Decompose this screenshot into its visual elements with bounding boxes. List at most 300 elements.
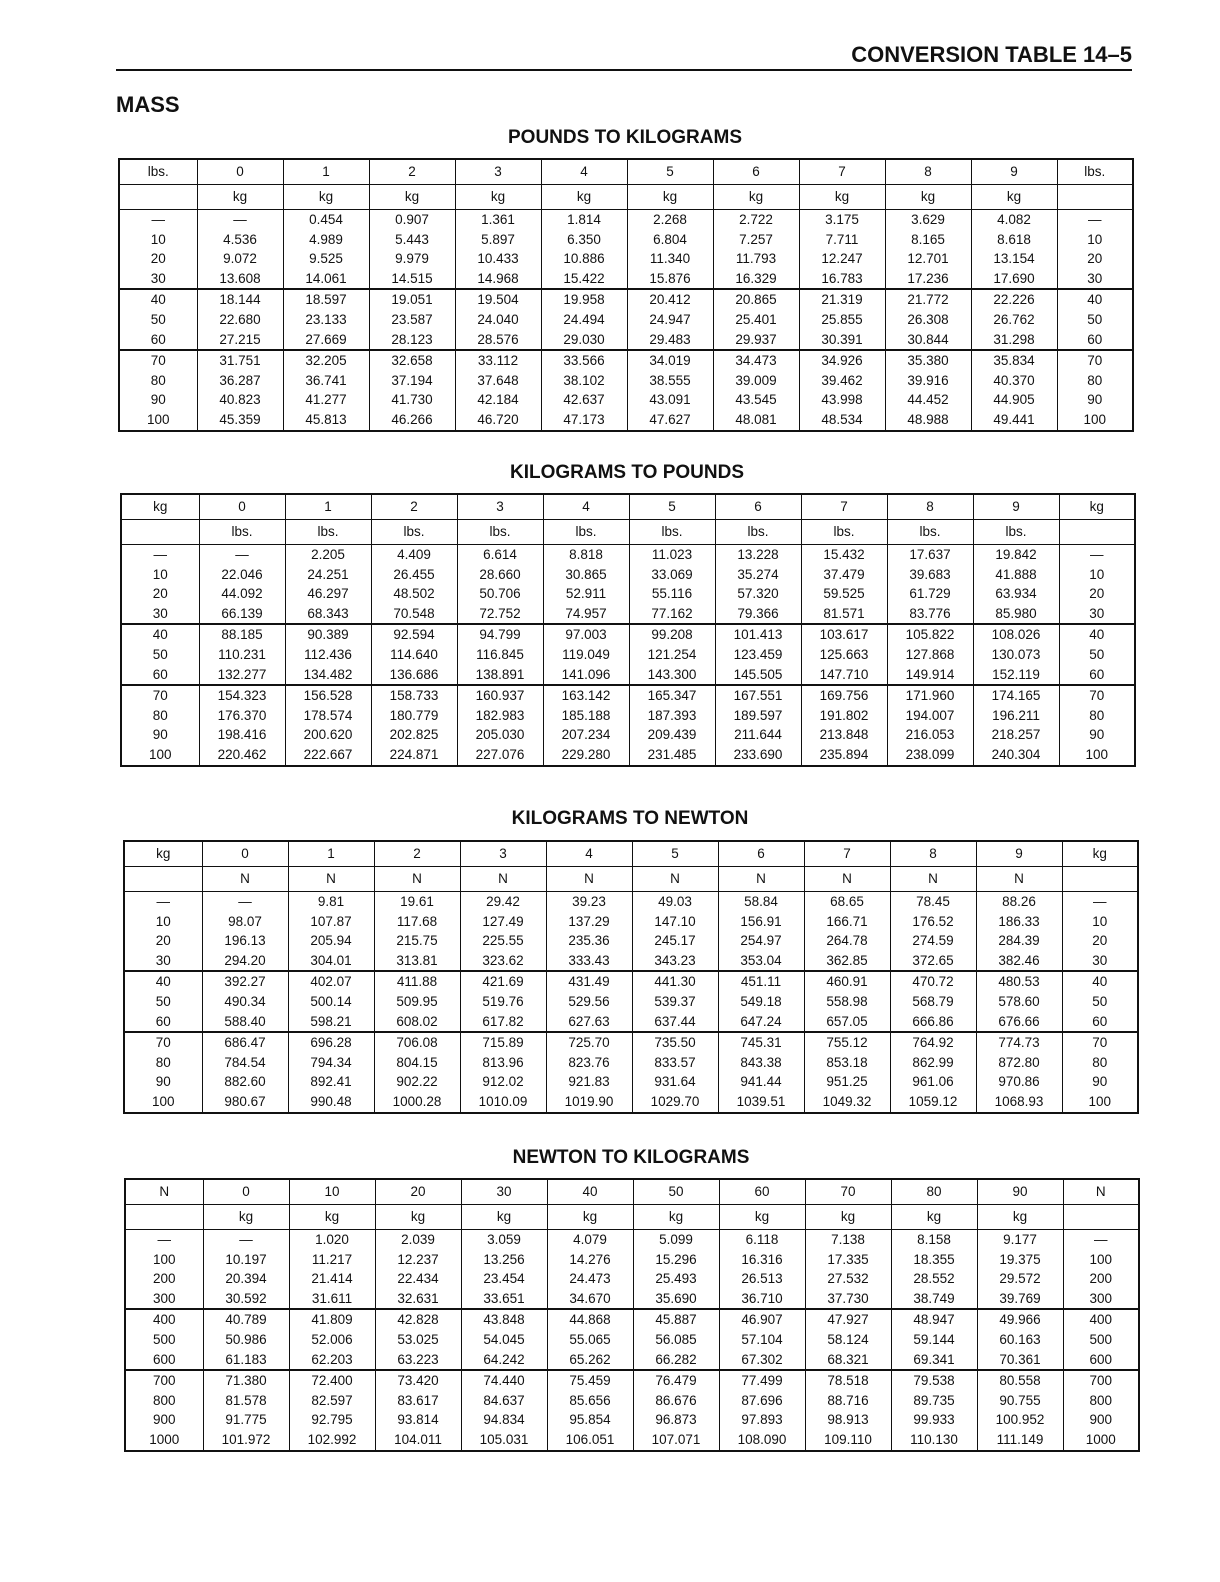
table-cell: 41.730 [369,390,455,410]
row-label: 70 [124,1032,202,1053]
table-row [121,545,1135,565]
row-label: 60 [1057,330,1133,351]
row-label: 30 [1062,951,1138,972]
column-header: 4 [541,159,627,185]
table-cell: 7.138 [805,1230,891,1250]
column-header: 20 [375,1179,461,1205]
table-cell: 17.690 [971,269,1057,290]
unit-label: kg [805,1205,891,1230]
table-cell: 47.173 [541,410,627,431]
table-cell: 2.268 [627,210,713,230]
table-cell: 123.459 [715,645,801,665]
blank-cell [121,520,199,545]
row-label: 40 [1062,971,1138,992]
unit-label: N [288,867,374,892]
table-cell: 147.710 [801,665,887,686]
table-cell: 81.578 [203,1391,289,1411]
table-cell: 558.98 [804,992,890,1012]
unit-label: kg [541,185,627,210]
table-row [119,330,1133,351]
table-cell: 107.87 [288,912,374,932]
table-cell: 1049.32 [804,1092,890,1113]
column-header: 8 [890,841,976,867]
unit-label: lbs. [715,520,801,545]
table-row [125,1250,1139,1270]
table-cell: 29.937 [713,330,799,351]
table-cell: 862.99 [890,1053,976,1073]
table-cell: 568.79 [890,992,976,1012]
table-cell: 89.735 [891,1391,977,1411]
table-cell: 25.493 [633,1269,719,1289]
table-cell: 185.188 [543,706,629,726]
table-cell: 121.254 [629,645,715,665]
table-cell: 30.592 [203,1289,289,1310]
table-row [119,289,1133,310]
table-cell: 2.205 [285,545,371,565]
row-label: 10 [1057,230,1133,250]
table-cell: 94.799 [457,624,543,645]
table-cell: 1068.93 [976,1092,1062,1113]
table-row [119,230,1133,250]
table-row [119,310,1133,330]
table-cell: 105.822 [887,624,973,645]
table-cell: 12.237 [375,1250,461,1270]
table-cell: 35.690 [633,1289,719,1310]
table-cell: 10.886 [541,249,627,269]
table-cell: 176.370 [199,706,285,726]
table-cell: 961.06 [890,1072,976,1092]
table-cell: 156.528 [285,685,371,706]
table-cell: 187.393 [629,706,715,726]
table-cell: 4.536 [197,230,283,250]
unit-label: N [890,867,976,892]
conversion-table [118,158,1134,432]
table-cell: 23.133 [283,310,369,330]
unit-label: kg [719,1205,805,1230]
row-label: 100 [121,745,199,766]
table-cell: 892.41 [288,1072,374,1092]
table-cell: 21.414 [289,1269,375,1289]
table-cell: 116.845 [457,645,543,665]
table-cell: 1.814 [541,210,627,230]
table-cell: 99.208 [629,624,715,645]
table-cell: — [203,1230,289,1250]
unit-label: lbs. [371,520,457,545]
table-cell: 79.366 [715,604,801,625]
table-cell: 353.04 [718,951,804,972]
table-cell: 50.986 [203,1330,289,1350]
table-cell: 78.45 [890,892,976,912]
row-label: 100 [1059,745,1135,766]
newton-to-kilograms-table [124,1178,1138,1452]
table-cell: 11.023 [629,545,715,565]
table-cell: 28.576 [455,330,541,351]
row-label: 50 [1059,645,1135,665]
unit-header-row [119,185,1133,210]
row-label: 30 [121,604,199,625]
table-cell: 823.76 [546,1053,632,1073]
table-cell: 11.217 [289,1250,375,1270]
table-cell: 15.432 [801,545,887,565]
table-cell: 12.247 [799,249,885,269]
table-cell: 26.308 [885,310,971,330]
column-header: 4 [546,841,632,867]
table-row [121,604,1135,625]
table-cell: 205.94 [288,931,374,951]
unit-label: lbs. [887,520,973,545]
table-cell: 13.608 [197,269,283,290]
table-cell: 147.10 [632,912,718,932]
row-label: 600 [1063,1350,1139,1371]
corner-unit-label: kg [121,494,199,520]
row-label: 200 [125,1269,203,1289]
table-cell: 30.391 [799,330,885,351]
row-label: 40 [124,971,202,992]
table-cell: 42.828 [375,1309,461,1330]
table-cell: 20.865 [713,289,799,310]
table-cell: 101.413 [715,624,801,645]
table-cell: 235.36 [546,931,632,951]
kilograms-to-pounds-table [120,493,1134,767]
table-cell: 21.319 [799,289,885,310]
table-row [124,992,1138,1012]
table-cell: 132.277 [199,665,285,686]
unit-label: lbs. [285,520,371,545]
row-label: 50 [119,310,197,330]
row-label: — [1059,545,1135,565]
table-cell: 872.80 [976,1053,1062,1073]
table-cell: 103.617 [801,624,887,645]
column-header-row [125,1179,1139,1205]
table-cell: 19.051 [369,289,455,310]
table-cell: 5.099 [633,1230,719,1250]
table-cell: 519.76 [460,992,546,1012]
corner-unit-label: lbs. [119,159,197,185]
table-cell: 19.842 [973,545,1059,565]
column-header: 0 [197,159,283,185]
table-cell: 36.287 [197,371,283,391]
table-cell: 8.618 [971,230,1057,250]
row-label: 50 [121,645,199,665]
row-label: — [1062,892,1138,912]
table-cell: 102.992 [289,1430,375,1451]
unit-label: kg [203,1205,289,1230]
table-cell: 15.296 [633,1250,719,1270]
table-cell: 196.211 [973,706,1059,726]
table-row [121,665,1135,686]
table-cell: 921.83 [546,1072,632,1092]
table-cell: 57.104 [719,1330,805,1350]
table-cell: 43.998 [799,390,885,410]
table-cell: 134.482 [285,665,371,686]
table-cell: 32.631 [375,1289,461,1310]
table-cell: 85.656 [547,1391,633,1411]
table-cell: 715.89 [460,1032,546,1053]
table-cell: 106.051 [547,1430,633,1451]
table-cell: 0.907 [369,210,455,230]
table-cell: 313.81 [374,951,460,972]
row-label: 20 [1057,249,1133,269]
table-cell: 7.711 [799,230,885,250]
table-cell: 92.795 [289,1410,375,1430]
table-cell: 254.97 [718,931,804,951]
table-cell: 666.86 [890,1012,976,1033]
column-header: 8 [887,494,973,520]
table-cell: 41.809 [289,1309,375,1330]
row-label: 80 [119,371,197,391]
table-cell: 343.23 [632,951,718,972]
table-cell: 108.090 [719,1430,805,1451]
unit-label: kg [461,1205,547,1230]
table-cell: 205.030 [457,725,543,745]
table-cell: 470.72 [890,971,976,992]
table-cell: 68.321 [805,1350,891,1371]
blank-cell [1059,520,1135,545]
conversion-table [124,1178,1140,1452]
table-cell: 402.07 [288,971,374,992]
table-cell: 107.071 [633,1430,719,1451]
table-cell: 44.905 [971,390,1057,410]
table-cell: 222.667 [285,745,371,766]
table-cell: 43.848 [461,1309,547,1330]
table-cell: 441.30 [632,971,718,992]
column-header: 4 [543,494,629,520]
table-cell: 56.085 [633,1330,719,1350]
table-cell: 764.92 [890,1032,976,1053]
table-cell: 35.274 [715,565,801,585]
table-cell: 14.061 [283,269,369,290]
table-cell: 72.752 [457,604,543,625]
unit-label: N [804,867,890,892]
table-cell: 238.099 [887,745,973,766]
table-cell: 125.663 [801,645,887,665]
conversion-table [123,840,1139,1114]
table-cell: 21.772 [885,289,971,310]
table-cell: 73.420 [375,1370,461,1391]
table-cell: 10.197 [203,1250,289,1270]
unit-header-row [124,867,1138,892]
column-header-row [124,841,1138,867]
table-row [125,1430,1139,1451]
table-row [119,410,1133,431]
table-cell: 127.49 [460,912,546,932]
table-cell: 81.571 [801,604,887,625]
table-cell: 676.66 [976,1012,1062,1033]
table-cell: 154.323 [199,685,285,706]
table-cell: 42.184 [455,390,541,410]
table-cell: 39.462 [799,371,885,391]
row-label: 80 [121,706,199,726]
column-header: 80 [891,1179,977,1205]
table-row [119,350,1133,371]
table-cell: 198.416 [199,725,285,745]
table-cell: 284.39 [976,931,1062,951]
table-cell: 24.494 [541,310,627,330]
blank-cell [1063,1205,1139,1230]
corner-unit-label: kg [1059,494,1135,520]
table-cell: 46.297 [285,584,371,604]
table-title: KILOGRAMS TO NEWTON [511,808,749,829]
row-label: 500 [1063,1330,1139,1350]
table-cell: 37.648 [455,371,541,391]
table-cell: 110.231 [199,645,285,665]
column-header: 3 [457,494,543,520]
table-cell: 7.257 [713,230,799,250]
table-cell: 141.096 [543,665,629,686]
table-row [124,892,1138,912]
blank-cell [119,185,197,210]
table-cell: 4.989 [283,230,369,250]
table-cell: 41.888 [973,565,1059,585]
table-cell: 15.422 [541,269,627,290]
row-label: 60 [1062,1012,1138,1033]
table-cell: 8.818 [543,545,629,565]
table-cell: 18.144 [197,289,283,310]
row-label: 400 [1063,1309,1139,1330]
table-cell: 61.183 [203,1350,289,1371]
table-cell: 264.78 [804,931,890,951]
row-label: — [125,1230,203,1250]
table-cell: 22.680 [197,310,283,330]
kilograms-to-newton-table [123,840,1137,1114]
table-cell: 19.375 [977,1250,1063,1270]
table-cell: 333.43 [546,951,632,972]
table-cell: 22.434 [375,1269,461,1289]
table-cell: 240.304 [973,745,1059,766]
table-cell: 6.350 [541,230,627,250]
unit-label: kg [713,185,799,210]
table-cell: 186.33 [976,912,1062,932]
table-cell: 48.947 [891,1309,977,1330]
column-header: 9 [976,841,1062,867]
table-cell: 64.242 [461,1350,547,1371]
table-cell: 47.627 [627,410,713,431]
table-cell: 2.722 [713,210,799,230]
row-label: 60 [119,330,197,351]
table-cell: 44.092 [199,584,285,604]
table-cell: 490.34 [202,992,288,1012]
table-cell: 17.637 [887,545,973,565]
table-cell: 970.86 [976,1072,1062,1092]
table-cell: 19.958 [541,289,627,310]
column-header: 7 [801,494,887,520]
section-title: MASS [116,92,180,117]
table-cell: 833.57 [632,1053,718,1073]
row-label: — [119,210,197,230]
table-cell: 26.762 [971,310,1057,330]
table-cell: 882.60 [202,1072,288,1092]
table-cell: 220.462 [199,745,285,766]
row-label: 1000 [1063,1430,1139,1451]
column-header-row [121,494,1135,520]
table-row [121,725,1135,745]
unit-label: lbs. [457,520,543,545]
table-cell: 68.65 [804,892,890,912]
table-cell: 813.96 [460,1053,546,1073]
row-label: 900 [125,1410,203,1430]
table-cell: 67.302 [719,1350,805,1371]
table-row [125,1289,1139,1310]
row-label: 90 [1057,390,1133,410]
table-cell: 912.02 [460,1072,546,1092]
table-cell: 46.266 [369,410,455,431]
table-cell: 231.485 [629,745,715,766]
row-label: 90 [1062,1072,1138,1092]
table-cell: 26.513 [719,1269,805,1289]
corner-unit-label: N [125,1179,203,1205]
row-label: 60 [124,1012,202,1033]
table-cell: 114.640 [371,645,457,665]
unit-label: N [374,867,460,892]
table-row [121,565,1135,585]
table-cell: 50.706 [457,584,543,604]
table-cell: 74.957 [543,604,629,625]
table-cell: 294.20 [202,951,288,972]
row-label: 100 [1062,1092,1138,1113]
table-cell: 25.855 [799,310,885,330]
table-row [124,931,1138,951]
table-cell: 33.566 [541,350,627,371]
table-cell: 34.473 [713,350,799,371]
unit-label: N [202,867,288,892]
unit-label: kg [891,1205,977,1230]
table-cell: 578.60 [976,992,1062,1012]
row-label: 10 [1062,912,1138,932]
row-label: — [121,545,199,565]
table-cell: 843.38 [718,1053,804,1073]
table-cell: 31.751 [197,350,283,371]
table-cell: 65.262 [547,1350,633,1371]
column-header: 6 [715,494,801,520]
table-cell: 189.597 [715,706,801,726]
table-cell: 6.804 [627,230,713,250]
table-cell: 451.11 [718,971,804,992]
table-cell: 52.911 [543,584,629,604]
table-cell: 304.01 [288,951,374,972]
column-header: 5 [632,841,718,867]
unit-label: kg [799,185,885,210]
table-title: POUNDS TO KILOGRAMS [508,127,742,148]
column-header: 50 [633,1179,719,1205]
unit-label: kg [971,185,1057,210]
table-cell: 44.868 [547,1309,633,1330]
table-cell: 48.081 [713,410,799,431]
table-cell: 41.277 [283,390,369,410]
unit-label: lbs. [199,520,285,545]
table-cell: 100.952 [977,1410,1063,1430]
table-cell: 49.03 [632,892,718,912]
table-cell: 165.347 [629,685,715,706]
table-cell: 28.123 [369,330,455,351]
table-cell: 588.40 [202,1012,288,1033]
table-cell: 82.597 [289,1391,375,1411]
column-header: 6 [713,159,799,185]
table-cell: 18.597 [283,289,369,310]
table-row [119,269,1133,290]
table-cell: 549.18 [718,992,804,1012]
table-cell: 87.696 [719,1391,805,1411]
table-cell: 34.670 [547,1289,633,1310]
table-cell: 52.006 [289,1330,375,1350]
column-header: 2 [369,159,455,185]
table-cell: 180.779 [371,706,457,726]
table-cell: 39.769 [977,1289,1063,1310]
table-cell: 6.614 [457,545,543,565]
table-cell: 111.149 [977,1430,1063,1451]
table-cell: 26.455 [371,565,457,585]
table-cell: 28.660 [457,565,543,585]
row-label: 70 [1057,350,1133,371]
